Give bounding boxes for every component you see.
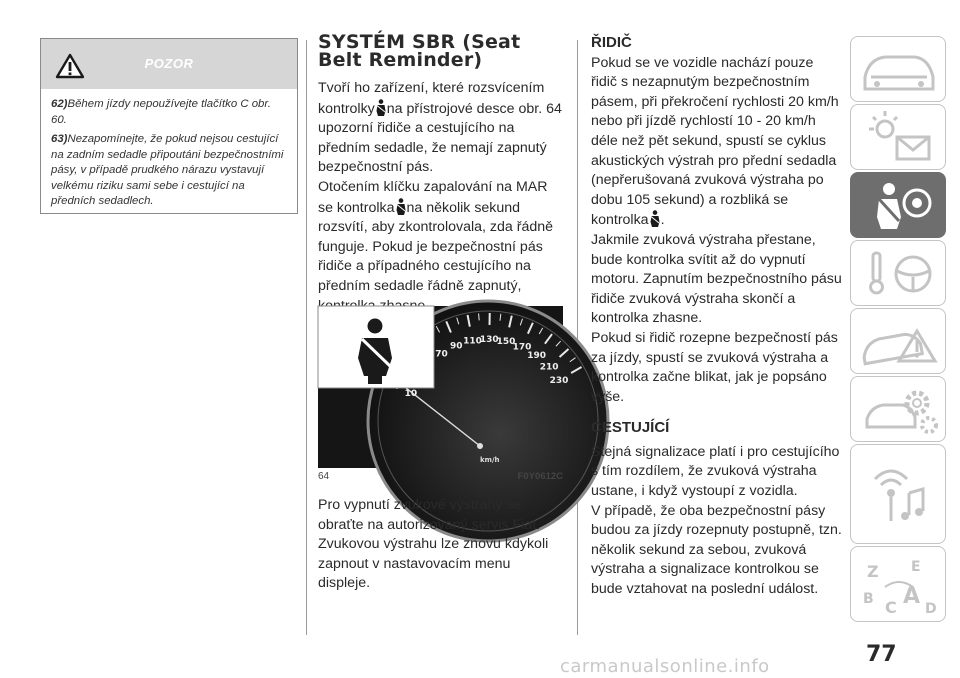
seatbelt-lamp-icon xyxy=(395,198,407,215)
warning-item: 63)Nezapomínejte, že pokud nejsou cestující na zadním sedadle připoutáni bezpečnostními pásy, v případě prudkého nárazu vystavují velkému riziku sami sebe i cestující na předních sedadlech. xyxy=(51,133,284,207)
svg-text:Z: Z xyxy=(867,562,879,581)
passenger-title: CESTUJÍCÍ xyxy=(591,419,670,437)
emergency-icon xyxy=(851,309,947,375)
alphabetical-index-icon xyxy=(851,547,947,623)
paragraph: Stejná signalizace platí i pro cestujícího s tím rozdílem, že zvuková výstraha ustane, i když vystoupí z vozidla. xyxy=(591,443,840,500)
speedometer-illustration xyxy=(318,306,569,468)
seatbelt-lamp-icon xyxy=(375,99,387,116)
gauge-label: 70 xyxy=(435,349,448,360)
warning-item: 62)Během jízdy nepoužívejte tlačítko C obr. 60. xyxy=(51,98,271,126)
svg-text:E: E xyxy=(911,559,921,575)
figure-caption xyxy=(318,470,563,484)
paragraph: Otočením klíčku zapalování na MAR se kontrolka na několik sekund rozsvítí, aby zkontrolovala, zda řádně funguje. Pokud je bezpečnostní pás řidiče a případného cestujícího na předním sedadle řádně zapnutý, xyxy=(318,178,554,294)
steering-start-icon xyxy=(851,241,947,307)
page-number: 77 xyxy=(866,642,897,667)
section-title: SYSTÉM SBR (Seat Belt Reminder) xyxy=(318,31,521,71)
seatbelt-lamp-icon xyxy=(649,210,661,227)
figure-code: F0Y0612C xyxy=(517,471,563,482)
warning-lights-icon xyxy=(851,105,947,171)
warning-body xyxy=(51,97,289,214)
tab-multimedia[interactable] xyxy=(850,444,946,544)
tab-emergency[interactable] xyxy=(850,308,946,374)
svg-text:C: C xyxy=(885,598,897,617)
gauge-label: 190 xyxy=(527,350,547,361)
svg-text:B: B xyxy=(863,591,874,607)
svg-text:A: A xyxy=(903,584,921,609)
multimedia-icon xyxy=(851,445,947,545)
svg-text:D: D xyxy=(925,601,937,617)
tab-car-dashboard[interactable] xyxy=(850,36,946,102)
gauge-label: 150 xyxy=(496,337,516,348)
paragraph: Pokud si řidič rozepne bezpečností pás za jízdy, spustí se zvuková výstraha a kontrolka začne blikat, jak je popsáno výše. xyxy=(591,329,838,405)
paragraph: Pokud se ve vozidle nachází pouze řidič s nezapnutým bezpečnostním pásem, při překročení rychlosti 20 km/h nebo při jízdě rychlostí 10 - 20 km/h déle než pět sekund, spustí se cyklus akustických výstrah pro přední sedadla (nepřerušovaná zvuková výstraha po dobu 105 sekund) a rozbliká se kontrolka . xyxy=(591,54,839,229)
paragraph: Pro vypnutí zvukové výstrahy se obraťte na autorizovaný servis Fiat. Zvukovou výstrahu lze znovu kdykoli zapnout v nastavovacím menu displeje. xyxy=(318,497,549,592)
gauge-label: 170 xyxy=(512,342,532,353)
instrument-cluster-figure xyxy=(318,306,569,468)
section-body xyxy=(318,79,566,316)
tab-index[interactable] xyxy=(850,546,946,622)
figure-number: 64 xyxy=(318,471,330,482)
tab-maintenance[interactable] xyxy=(850,376,946,442)
warning-box xyxy=(40,38,298,214)
section-body-continued xyxy=(318,496,566,594)
car-dashboard-icon xyxy=(851,37,947,103)
warning-title: POZOR xyxy=(144,56,194,71)
gauge-label: 110 xyxy=(463,336,482,347)
speed-unit-label: km/h xyxy=(480,456,500,464)
watermark: carmanualsonline.info xyxy=(560,656,770,677)
callout-dot xyxy=(477,443,483,449)
gauge-label: 130 xyxy=(479,335,499,346)
paragraph: Tvoří ho zařízení, které rozsvícením kontrolky na přístrojové desce obr. 64 upozorní řidiče a cestujícího na předním sedadle, že nemají zapnutý bezpečnostní pás. xyxy=(318,80,562,176)
tab-safety[interactable] xyxy=(850,172,946,238)
gauge-tick xyxy=(479,313,480,320)
tab-warning-lights[interactable] xyxy=(850,104,946,170)
gauge-label: 10 xyxy=(404,388,418,399)
column-divider xyxy=(577,40,578,635)
maintenance-icon xyxy=(851,377,947,443)
gauge-label: 230 xyxy=(549,376,569,386)
driver-section xyxy=(591,33,843,600)
paragraph: Jakmile zvuková výstraha přestane, bude kontrolka svítit až do vypnutí motoru. Zapnutím bezpečnostního pásu řidiče zvuková výstraha skončí a kontrolka zhasne. xyxy=(591,231,842,327)
safety-airbag-icon xyxy=(851,173,947,239)
driver-title: ŘIDIČ xyxy=(591,34,632,51)
gauge-label: 90 xyxy=(450,341,463,352)
tab-starting-driving[interactable] xyxy=(850,240,946,306)
paragraph: V případě, že oba bezpečnostní pásy budou za jízdy rozepnuty postupně, tzn. několik sekund za sebou, zvuková výstraha a signalizace kontrolkou se bude vztahovat na poslední událost. xyxy=(591,502,842,598)
warning-header xyxy=(41,39,297,89)
column-divider xyxy=(306,40,307,635)
gauge-label: 210 xyxy=(539,362,559,373)
